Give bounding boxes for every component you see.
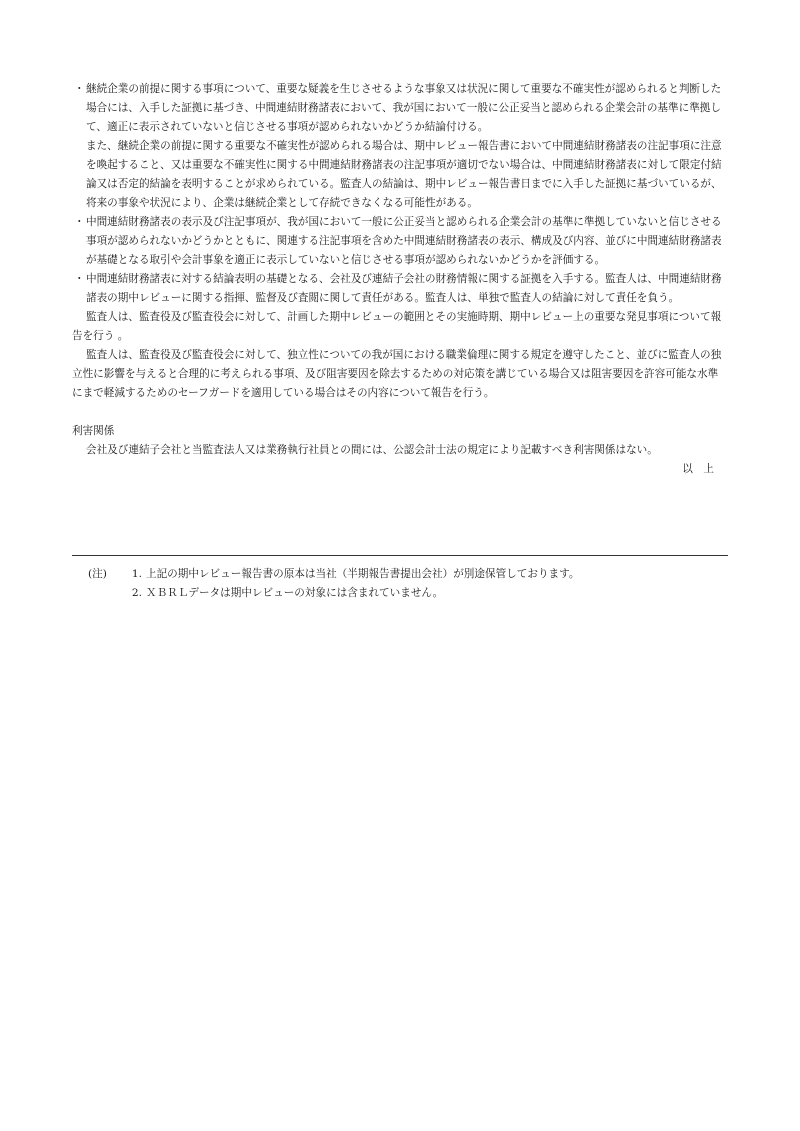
bullet-mark: ・: [74, 83, 85, 95]
note-row: [88, 565, 728, 584]
report-body: [72, 80, 728, 479]
closing-mark: 以 上: [682, 463, 714, 475]
bullet-going-concern: [72, 80, 728, 213]
note-text: 上記の期中レビュー報告書の原本は当社（半期報告書提出会社）が別途保管しております。: [146, 568, 580, 580]
notes-label: (注): [88, 568, 107, 580]
bullet-text: 中間連結財務諸表に対する結論表明の基礎となる、会社及び連結子会社の財務情報に関する証拠を入手する。監査人は、中間連結財務諸表の期中レビューに関する指揮、監督及び査閲に関して責任がある。監査人は、単独で監査人の結論に対して責任を負う。: [86, 273, 722, 304]
divider-line: [72, 555, 728, 556]
note-number: 1.: [131, 568, 142, 580]
note-number: 2.: [131, 587, 142, 599]
paragraph-independence: 監査人は、監査役及び監査役会に対して、独立性についての我が国における職業倫理に関する規定を遵守したこと、並びに監査人の独立性に影響を与えると合理的に考えられる事項、及び阻害要因を除去するための対応策を講じている場合又は阻害要因を許容可能な水準にまで軽減するためのセーフガードを適用している場合はその内容について報告を行う。: [72, 349, 722, 399]
bullet-text: 継続企業の前提に関する事項について、重要な疑義を生じさせるような事象又は状況に関して重要な不確実性が認められると判断した場合には、入手した証拠に基づき、中間連結財務諸表において、我が国において一般に公正妥当と認められる企業会計の基準に準拠して、適正に表示されていないと信じさせる事項が認められないかどうか結論付ける。: [86, 83, 722, 133]
note-row: [88, 584, 728, 603]
paragraph-reporting: 監査人は、監査役及び監査役会に対して、計画した期中レビューの範囲とその実施時期、期中レビュー上の重要な発見事項について報告を行う 。: [72, 311, 722, 342]
bullet-presentation: [72, 213, 728, 270]
bullet-continuation: また、継続企業の前提に関する重要な不確実性が認められる場合は、期中レビュー報告書において中間連結財務諸表の注記事項に注意を喚起すること、又は重要な不確実性に関する中間連結財務諸表の注記事項が適切でない場合は、中間連結財務諸表に対して限定付結論又は否定的結論を表明することが求められている。監査人の結論は、期中レビュー報告書日までに入手した証拠に基づいているが、将来の事象や状況により、企業は継続企業として存続できなくなる可能性がある。: [86, 140, 722, 209]
note-text: ＸＢＲＬデータは期中レビューの対象には含まれていません。: [146, 587, 444, 599]
bullet-text: 中間連結財務諸表の表示及び注記事項が、我が国において一般に公正妥当と認められる企業会計の基準に準拠していないと信じさせる事項が認められないかどうかとともに、関連する注記事項を含めた中間連結財務諸表の表示、構成及び内容、並びに中間連結財務諸表が基礎となる取引や会計事象を適正に表示していないと信じさせる事項が認められないかどうかを評価する。: [86, 216, 722, 266]
section-heading-interest: 利害関係: [72, 425, 115, 437]
bullet-evidence: [72, 270, 728, 308]
notes-section: [88, 565, 728, 603]
bullet-mark: ・: [74, 216, 85, 228]
notes-label-spacer: [88, 584, 120, 603]
paragraph-interest: 会社及び連結子会社と当監査法人又は業務執行社員との間には、公認会計士法の規定により記載すべき利害関係はない。: [86, 444, 658, 456]
bullet-mark: ・: [74, 273, 85, 285]
